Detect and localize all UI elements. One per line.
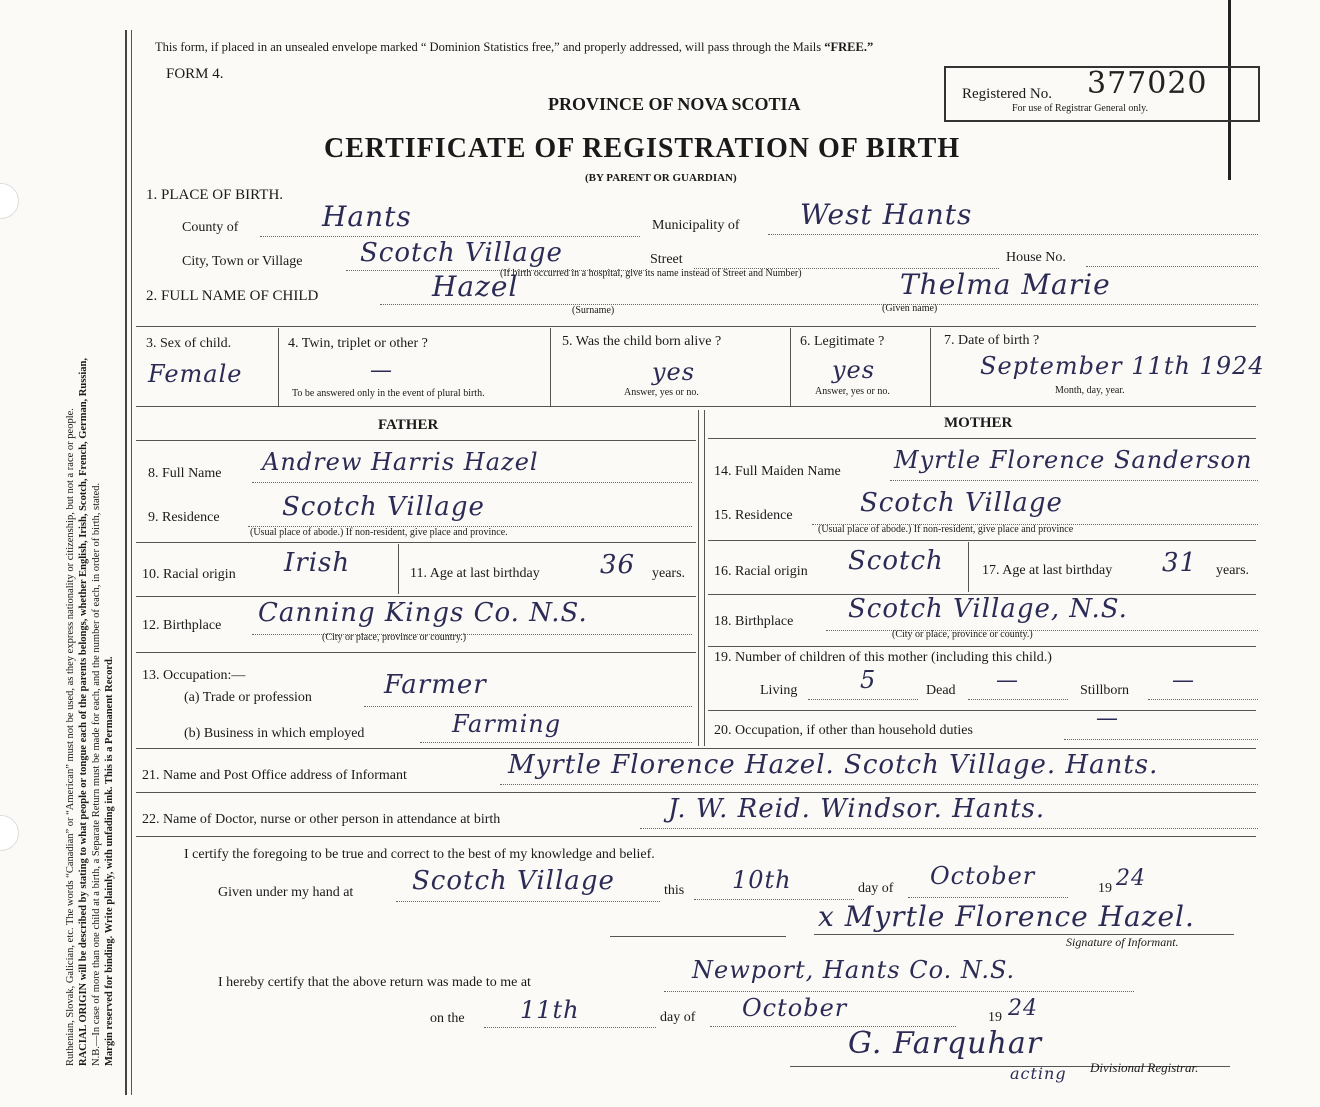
registrar-signature: G. Farquhar [848, 1026, 1043, 1061]
dob-value: September 11th 1924 [980, 352, 1265, 380]
sex-value: Female [148, 360, 243, 388]
doctor-value: J. W. Reid. Windsor. Hants. [668, 794, 1046, 824]
dob-label: 7. Date of birth ? [944, 333, 1040, 348]
father-birthplace-caption: (City or place, province or country.) [322, 632, 467, 643]
mother-name: Myrtle Florence Sanderson [894, 446, 1253, 474]
mother-age: 31 [1162, 548, 1198, 578]
registrar-note: For use of Registrar General only. [1012, 103, 1148, 114]
father-trade-label: (a) Trade or profession [184, 690, 312, 705]
punch-hole-top [0, 183, 19, 219]
father-business-label: (b) Business in which employed [184, 726, 365, 741]
house-label: House No. [1006, 250, 1066, 265]
father-age-label: 11. Age at last birthday [410, 566, 540, 581]
mother-dead-label: Dead [926, 683, 956, 698]
sex-label: 3. Sex of child. [146, 336, 232, 351]
registrar-month: October [742, 994, 848, 1022]
city-value: Scotch Village [360, 238, 563, 268]
mother-residence-caption: (Usual place of abode.) If non-resident, give place and province [818, 524, 1074, 535]
father-years-label: years. [652, 566, 686, 581]
county-label: County of [182, 220, 239, 235]
alive-value: yes [652, 358, 696, 386]
mother-residence-label: 15. Residence [714, 508, 793, 523]
father-occupation-label: 13. Occupation:— [142, 668, 246, 683]
place-of-birth-label: 1. PLACE OF BIRTH. [146, 187, 284, 203]
alive-caption: Answer, yes or no. [624, 387, 699, 398]
given-caption: (Given name) [882, 303, 938, 314]
father-race: Irish [284, 548, 351, 578]
mother-occupation: — [1096, 706, 1119, 731]
mother-stillborn-label: Stillborn [1080, 683, 1130, 698]
certificate-title: CERTIFICATE OF REGISTRATION OF BIRTH [324, 133, 961, 164]
father-trade: Farmer [384, 670, 487, 700]
father-name: Andrew Harris Hazel [262, 448, 539, 476]
county-value: Hants [322, 200, 412, 233]
binding-line [125, 30, 127, 1095]
father-name-label: 8. Full Name [148, 466, 222, 481]
city-label: City, Town or Village [182, 254, 303, 269]
father-age: 36 [600, 550, 636, 580]
margin-line-1: Margin reserved for binding. Write plainly, with unfading ink. This is a Permanent Record. [104, 656, 115, 1066]
mother-birthplace: Scotch Village, N.S. [848, 594, 1128, 624]
legit-caption: Answer, yes or no. [815, 386, 890, 397]
registrar-on-label: on the [430, 1011, 465, 1026]
form-number: FORM 4. [166, 66, 224, 82]
certificate-subtitle: (BY PARENT OR GUARDIAN) [585, 172, 737, 184]
father-residence-label: 9. Residence [148, 510, 220, 525]
mother-age-label: 17. Age at last birthday [982, 563, 1113, 578]
signature-caption: Signature of Informant. [1066, 935, 1179, 949]
informant-value: Myrtle Florence Hazel. Scotch Village. Hants. [508, 750, 1159, 780]
given-year: 24 [1116, 866, 1146, 891]
father-birthplace: Canning Kings Co. N.S. [258, 598, 588, 628]
registered-label: Registered No. [962, 86, 1052, 102]
margin-line-3: RACIAL ORIGIN will be described by stating to what people or tongue each of the parents belongs, whether English, Irish, Scotch, French, German, Russian, [78, 357, 89, 1066]
mother-children-label: 19. Number of children of this mother (including this child.) [714, 650, 1052, 665]
registrar-day-of-label: day of [660, 1010, 696, 1025]
twin-label: 4. Twin, triplet or other ? [288, 336, 428, 351]
mail-free-text: “FREE.” [824, 40, 874, 54]
mother-heading: MOTHER [944, 415, 1013, 431]
registrar-year: 24 [1008, 996, 1038, 1021]
father-residence: Scotch Village [282, 492, 485, 522]
punch-hole-bottom [0, 815, 19, 851]
province-heading: PROVINCE OF NOVA SCOTIA [548, 94, 801, 114]
informant-signature: x Myrtle Florence Hazel. [818, 900, 1195, 933]
given-day-of-label: day of [858, 881, 894, 896]
hospital-note: (If birth occurred in a hospital, give its name instead of Street and Number) [500, 268, 802, 279]
father-business: Farming [452, 710, 562, 738]
mother-race-label: 16. Racial origin [714, 564, 808, 579]
registrar-place: Newport, Hants Co. N.S. [692, 956, 1016, 984]
mother-birthplace-label: 18. Birthplace [714, 614, 794, 629]
registrar-statement: I hereby certify that the above return was made to me at [218, 975, 531, 990]
binding-line-2 [131, 30, 132, 1095]
municipality-label: Municipality of [652, 218, 740, 233]
given-this-label: this [664, 883, 685, 898]
municipality-value: West Hants [800, 198, 973, 231]
street-label: Street [650, 252, 683, 267]
informant-label: 21. Name and Post Office address of Informant [142, 768, 407, 783]
child-surname: Hazel [432, 270, 519, 303]
given-under-label: Given under my hand at [218, 885, 354, 900]
header-mail-note [155, 40, 873, 55]
child-given-name: Thelma Marie [900, 268, 1111, 301]
given-day: 10th [732, 866, 792, 894]
father-race-label: 10. Racial origin [142, 567, 236, 582]
mother-race: Scotch [848, 546, 944, 576]
mother-residence: Scotch Village [860, 488, 1063, 518]
given-month: October [930, 862, 1036, 890]
mother-occupation-label: 20. Occupation, if other than household duties [714, 723, 973, 738]
margin-line-4: Ruthenian, Slovak, Galician, etc. The words “Canadian” or “American” must not be used, as they express nationality or citizenship, but not a race or people. [65, 408, 76, 1066]
margin-line-2: N.B.—In case of more than one child at a birth, a Separate Return must be made for each, and the number of each, in order of birth, stated. [91, 482, 102, 1066]
mother-stillborn: — [1172, 668, 1195, 693]
mother-birthplace-caption: (City or place, province or county.) [892, 629, 1033, 640]
given-place: Scotch Village [412, 866, 615, 896]
mother-name-label: 14. Full Maiden Name [714, 464, 841, 479]
mother-living-label: Living [760, 683, 798, 698]
certify-statement: I certify the foregoing to be true and correct to the best of my knowledge and belief. [184, 847, 655, 862]
father-birthplace-label: 12. Birthplace [142, 618, 222, 633]
registrar-caption: Divisional Registrar. [1090, 1060, 1199, 1075]
legit-label: 6. Legitimate ? [800, 334, 885, 349]
twin-caption: To be answered only in the event of plural birth. [292, 388, 485, 399]
registered-number: 377020 [1087, 66, 1208, 101]
father-residence-caption: (Usual place of abode.) If non-resident, give place and province. [250, 527, 508, 538]
mail-note-text: This form, if placed in an unsealed envelope marked “ Dominion Statistics free,” and properly addressed, will pass through the Mails [155, 40, 822, 54]
dob-caption: Month, day, year. [1055, 385, 1125, 396]
registrar-acting: acting [1010, 1064, 1067, 1083]
surname-caption: (Surname) [572, 305, 615, 316]
registrar-day: 11th [520, 996, 580, 1024]
mother-years-label: years. [1216, 563, 1250, 578]
twin-value: — [370, 358, 393, 383]
registrar-year-prefix: 19 [988, 1010, 1002, 1025]
mother-living: 5 [860, 666, 877, 694]
father-heading: FATHER [378, 417, 439, 433]
mother-dead: — [996, 668, 1019, 693]
doctor-label: 22. Name of Doctor, nurse or other person in attendance at birth [142, 812, 501, 827]
given-year-prefix: 19 [1098, 881, 1112, 896]
legit-value: yes [832, 356, 876, 384]
margin-instructions [64, 26, 116, 1066]
child-name-label: 2. FULL NAME OF CHILD [146, 288, 319, 304]
alive-label: 5. Was the child born alive ? [562, 334, 722, 349]
